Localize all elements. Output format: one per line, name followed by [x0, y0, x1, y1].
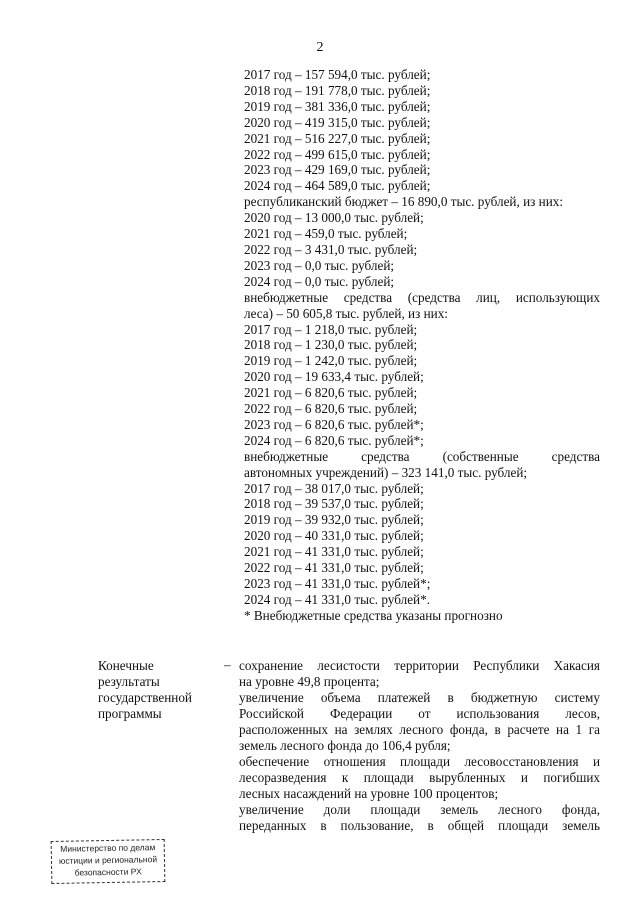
offbudget-auto-year-line: 2017 год – 38 017,0 тыс. рублей;: [244, 480, 424, 496]
offbudget-auto-year-line: 2018 год – 39 537,0 тыс. рублей;: [244, 496, 424, 512]
federal-year-line: 2022 год – 499 615,0 тыс. рублей;: [244, 146, 431, 162]
offbudget-auto-year-line: 2023 год – 41 331,0 тыс. рублей*;: [244, 576, 431, 591]
republic-budget-header: республиканский бюджет – 16 890,0 тыс. рублей, из них:: [244, 194, 564, 210]
offbudget-auto-year-line: 2021 год – 41 331,0 тыс. рублей;: [244, 544, 424, 560]
offbudget-auto-years-list: [244, 481, 600, 608]
offbudget-users-year-line: 2024 год – 6 820,6 тыс. рублей*;: [244, 432, 424, 448]
federal-year-line: 2023 год – 429 169,0 тыс. рублей;: [244, 162, 431, 178]
results-label-line: Конечные: [98, 658, 154, 673]
results-text-line: лесоразведения к площади вырубленных и погибших: [239, 770, 600, 785]
results-text-line: переданных в пользование, в общей площади земель: [239, 818, 600, 833]
stamp-line: Министерство по делам: [60, 842, 156, 854]
offbudget-auto-year-line: 2024 год – 41 331,0 тыс. рублей*.: [244, 591, 430, 607]
republic-year-line: 2023 год – 0,0 тыс. рублей;: [244, 257, 395, 273]
federal-year-line: 2019 год – 381 336,0 тыс. рублей;: [244, 98, 431, 114]
results-text-line: земель лесного фонда до 106,4 рубля;: [239, 738, 451, 753]
results-text-line: Российской Федерации от использования лесов,: [239, 706, 600, 721]
results-dash: –: [224, 657, 231, 672]
federal-year-line: 2020 год – 419 315,0 тыс. рублей;: [244, 114, 431, 130]
offbudget-users-year-line: 2021 год – 6 820,6 тыс. рублей;: [244, 385, 418, 401]
offbudget-users-year-line: 2017 год – 1 218,0 тыс. рублей;: [244, 321, 418, 337]
footnote: * Внебюджетные средства указаны прогнозно: [244, 607, 503, 623]
results-text-line: сохранение лесистости территории Республики Хакасия: [239, 658, 600, 673]
offbudget-auto-year-line: 2019 год – 39 932,0 тыс. рублей;: [244, 512, 424, 528]
offbudget-users-year-line: 2023 год – 6 820,6 тыс. рублей*;: [244, 416, 424, 432]
republic-year-line: 2022 год – 3 431,0 тыс. рублей;: [244, 241, 418, 257]
offbudget-auto-header-line1: внебюджетные средства (собственные средства: [244, 448, 600, 464]
offbudget-users-year-line: 2022 год – 6 820,6 тыс. рублей;: [244, 401, 418, 417]
results-text-line: обеспечение отношения площади лесовосстановления и: [239, 754, 600, 769]
results-text: [239, 658, 600, 834]
offbudget-auto-year-line: 2022 год – 41 331,0 тыс. рублей;: [244, 560, 424, 576]
offbudget-users-header-line1: внебюджетные средства (средства лиц, использующих: [244, 289, 600, 305]
federal-year-line: 2017 год – 157 594,0 тыс. рублей;: [244, 67, 431, 82]
results-text-line: увеличение объема платежей в бюджетную систему: [239, 690, 600, 705]
funding-section: [244, 67, 600, 624]
results-text-line: расположенных на землях лесного фонда, в расчете на 1 га: [239, 722, 600, 737]
page-number: 2: [316, 40, 324, 55]
offbudget-auto-year-line: 2020 год – 40 331,0 тыс. рублей;: [244, 528, 424, 544]
offbudget-users-year-line: 2018 год – 1 230,0 тыс. рублей;: [244, 337, 418, 353]
results-label-line: результаты: [98, 674, 160, 689]
results-label-line: программы: [98, 706, 162, 721]
federal-year-line: 2018 год – 191 778,0 тыс. рублей;: [244, 82, 431, 98]
federal-year-line: 2021 год – 516 227,0 тыс. рублей;: [244, 130, 431, 146]
republic-years-list: [244, 210, 600, 290]
results-text-line: увеличение доли площади земель лесного фонда,: [239, 802, 600, 817]
stamp-line: юстиции и региональной: [58, 854, 158, 866]
federal-year-line: 2024 год – 464 589,0 тыс. рублей;: [244, 178, 431, 194]
offbudget-users-year-line: 2020 год – 19 633,4 тыс. рублей;: [244, 369, 424, 385]
ministry-stamp: [51, 839, 166, 884]
results-text-line: на уровне 49,8 процента;: [239, 674, 380, 689]
results-label: [98, 658, 208, 722]
republic-year-line: 2020 год – 13 000,0 тыс. рублей;: [244, 210, 424, 226]
stamp-line: безопасности РХ: [74, 866, 142, 878]
offbudget-users-header-line2: леса) – 50 605,8 тыс. рублей, из них:: [244, 305, 448, 321]
results-text-line: лесных насаждений на уровне 100 процентов;: [239, 786, 499, 801]
federal-years-list: [244, 67, 600, 194]
republic-year-line: 2021 год – 459,0 тыс. рублей;: [244, 226, 408, 242]
offbudget-users-years-list: [244, 322, 600, 449]
offbudget-users-year-line: 2019 год – 1 242,0 тыс. рублей;: [244, 353, 418, 369]
republic-year-line: 2024 год – 0,0 тыс. рублей;: [244, 273, 395, 289]
offbudget-auto-header-line2: автономных учреждений) – 323 141,0 тыс. рублей;: [244, 464, 528, 480]
results-label-line: государственной: [98, 690, 192, 705]
